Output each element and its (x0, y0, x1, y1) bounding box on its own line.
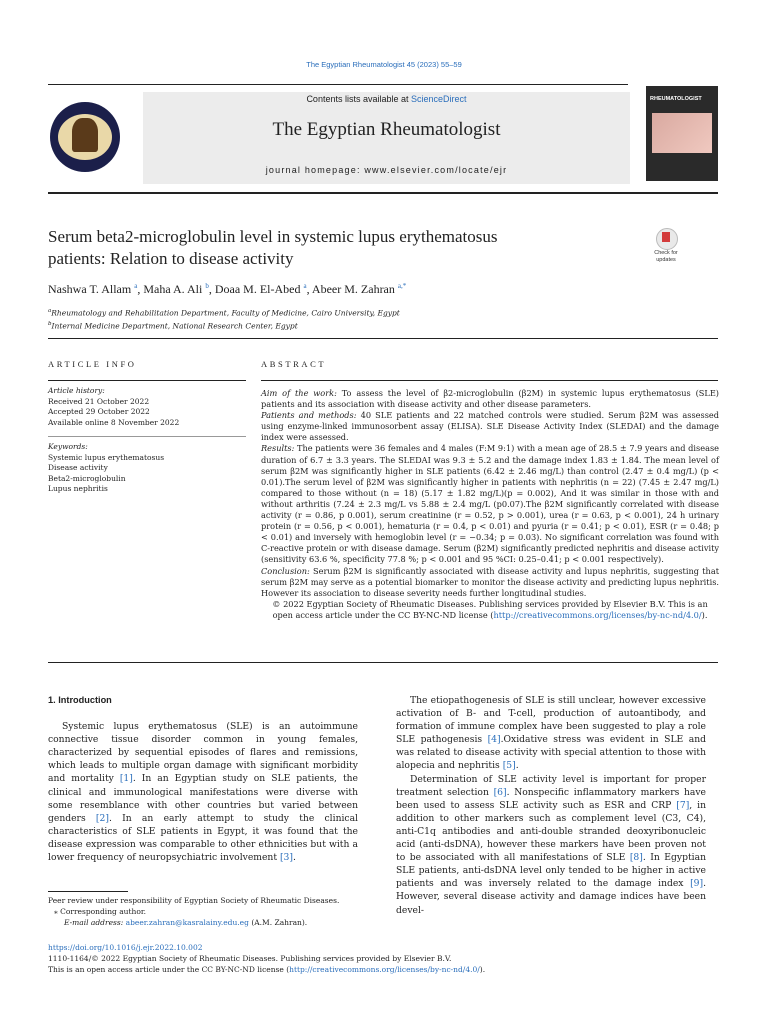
keyword: Beta2-microglobulin (48, 473, 126, 483)
received-date: Received 21 October 2022 (48, 396, 150, 406)
elsevier-logo (50, 102, 120, 172)
abstract-bottom-rule (48, 662, 718, 663)
author-list: Nashwa T. Allam $^a$, Maha A. Ali $^b$, Doaa M. El-Abed $^a$, Abeer M. Zahran $^{a,*}$ (48, 282, 407, 296)
online-date: Available online 8 November 2022 (48, 417, 180, 427)
doi-link[interactable]: https://doi.org/10.1016/j.ejr.2022.10.002 (48, 943, 203, 952)
author-name[interactable]: Abeer M. Zahran (311, 282, 395, 296)
affiliation-rule (48, 338, 718, 339)
journal-cover-image (646, 86, 718, 181)
check-for-updates-button[interactable]: Check for updates (648, 228, 684, 268)
journal-title: The Egyptian Rheumatologist (272, 119, 501, 140)
abstract-rule (261, 380, 718, 381)
abstract-text: Aim of the work: To assess the level of β2-microglobulin (β2M) in systemic lupus erythematosus (SLE) patients and its association with disease activity and other disease parameters. Patients and methods: 40 SLE patients and 22 matched controls were studied. Serum β2M was assessed using enzyme-linked immunosorbent assay (ELISA). SLE Disease Activity Index (SLEDAI) and the damage index were assessed. Results: The patients were 36 females and 4 males (F:M 9:1) with a mean age of 28.5 ± 7.9 years and disease duration of 6.7 ± 3.3 years. The SLEDAI was 9.3 ± 5.2 and the damage index 1.83 ± 1.84. The mean level of serum β2M was significantly higher in SLE patients (6.42 ± 2.46 mg/L) than control (2.47 ± 0.4 mg/L) (p < 0.01).The serum level of β2M was significantly higher in patients with nephritis (n = 22) (7.45 ± 2.47 mg/L) compared to those without (n = 18) (5.17 ± 1.82 mg/L)(p = 0.002), And it was similar in those with and without arthritis (7.24 ± 2.3 mg/L vs 5.88 ± 2.4 mg/L (p0.07).The β2M significantly correlated with disease activity (r = 0.86, p 0.001), serum creatinine (r = 0.52, p > 0.001), urea (r = 0.63, p < 0.001), 24 h urinary protein (r = 0.56, p < 0.001), hematuria (r = 0.4, p < 0.01) and pyuria (r = 0.41; p < 0.01), ESR (r = 0.48; p < 0.01) and inversely with hemoglobin level (r = −0.34; p = 0.03). No significant correlation was found with C-reactive protein or with disease damage. Serum (β2M) significantly predicted nephritis and disease activity (sensitivity 63.6 %, specificity 77.8 %; p < 0.001 and 95 %CI: 0.25–0.41; p < 0.001 respectively). Conclusion: Serum β2M is significantly associated with disease activity and lupus nephritis, suggesting that serum β2M may serve as a potential biomarker to monitor the disease activity and predicting lupus nephritis. However its association to disease severity needs further longitudinal studies. © 2022 Egyptian Society of Rheumatic Diseases. Publishing services provided by Elsevier B.V. This is an open access article under the CC BY-NC-ND license (http://creativecommons.org/licenses/by-nc-nd/4.0/). (261, 388, 720, 620)
author-name[interactable]: Nashwa T. Allam (48, 282, 132, 296)
info-divider (48, 436, 246, 437)
keywords: Keywords: Systemic lupus erythematosus Disease activity Beta2-microglobulin Lupus nephritis (48, 442, 238, 495)
paragraph: Systemic lupus erythematosus (SLE) is an autoimmune connective tissue disorder common in young females, characterized by sequential episodes of flares and remissions, which leads to multiple organ damage with significant morbidity and mortality [1]. In an Egyptian study on SLE patients, the clinical and immunological manifestations were diverse with some resemblance with other countries but varied between genders [2]. In an early attempt to study the clinical characteristics of SLE patients in Egypt, it was found that the disease expression was comparable to other ethnicities but with a lower frequency of neuropsychiatric involvement [3]. (48, 721, 358, 864)
footnote-rule (48, 891, 128, 892)
article-history: Article history: Received 21 October 2022 Accepted 29 October 2022 Available online 8 November 2022 (48, 386, 238, 428)
body-left-column (48, 694, 358, 864)
cover-artwork (652, 113, 712, 153)
reference-link[interactable]: [3] (279, 852, 293, 864)
contents-available: Contents lists available at ScienceDirect (306, 94, 467, 104)
keyword: Systemic lupus erythematosus (48, 452, 165, 462)
reference-link[interactable]: [6] (493, 786, 507, 798)
reference-link[interactable]: [2] (95, 812, 109, 824)
paragraph: The etiopathogenesis of SLE is still unclear, however excessive activation of B- and T-cell, production of autoantibody, and formation of immune complex have been suggested to play a role SLE pathogenesis [4].Oxidative stress was evident in SLE and was related to disease activity with special attention to those with alopecia and nephritis [5]. (396, 695, 707, 772)
affiliation: $^b$Internal Medicine Department, National Research Center, Egypt (48, 320, 298, 330)
reference-link[interactable]: [7] (676, 799, 690, 811)
logo-tree-icon (72, 118, 98, 152)
affiliation: $^a$Rheumatology and Rehabilitation Department, Faculty of Medicine, Cairo University, Egypt (48, 308, 400, 318)
sciencedirect-link[interactable]: ScienceDirect (411, 94, 467, 104)
keyword: Lupus nephritis (48, 484, 108, 493)
reference-link[interactable]: [8] (629, 852, 643, 864)
reference-link[interactable]: [4] (487, 734, 501, 746)
section-heading: 1. Introduction (48, 695, 112, 705)
body-right-column (396, 694, 706, 917)
article-title: Serum beta2-microglobulin level in systemic lupus erythematosus patients: Relation to disease activity (48, 227, 498, 268)
abstract-heading: ABSTRACT (261, 359, 327, 369)
author-email-link[interactable]: abeer.zahran@kasralainy.edu.eg (125, 918, 249, 927)
issn-line: 1110-1164/© 2022 Egyptian Society of Rheumatic Diseases. Publishing services provided by Elsevier B.V. (48, 954, 452, 963)
license-link[interactable]: http://creativecommons.org/licenses/by-nc-nd/4.0/ (493, 609, 702, 620)
journal-citation[interactable]: The Egyptian Rheumatologist 45 (2023) 55–59 (306, 60, 462, 69)
article-info-heading: ARTICLE INFO (48, 359, 137, 369)
copyright-notice: © 2022 Egyptian Society of Rheumatic Diseases. Publishing services provided by Elsevier B.V. This is an open access article under the CC BY-NC-ND license (http://creativecommons.org/licenses/by-nc-nd/4.0/). (272, 598, 708, 620)
author-name[interactable]: Maha A. Ali (143, 282, 203, 296)
accepted-date: Accepted 29 October 2022 (48, 407, 150, 416)
article-info-rule (48, 380, 246, 381)
masthead-rule (48, 192, 718, 194)
footnotes: Peer review under responsibility of Egyptian Society of Rheumatic Diseases. ⁎ Corresponding author. E-mail address: abeer.zahran@kasralainy.edu.eg (A.M. Zahran). (48, 896, 340, 927)
license-footer-link[interactable]: http://creativecommons.org/licenses/by-nc-nd/4.0/ (289, 965, 480, 974)
journal-homepage: journal homepage: www.elsevier.com/locate/ejr (265, 165, 508, 175)
keyword: Disease activity (48, 463, 108, 472)
paragraph: Determination of SLE activity level is important for proper treatment selection [6]. Nonspecific inflammatory markers have been used to assess SLE activity such as ESR and CRP [7], in addition to other markers such as complement level (C3, C4), anti-C1q antibodies and anti-double stranded deoxyribonucleic acid (anti-dsDNA), however these markers have been proven not to be associated with all manifestations of SLE [8]. In Egyptian SLE patients, anti-dsDNA level only tended to be higher in active patients and was inversely related to the damage index [9]. However, several disease activity and damage indices have been devel- (396, 773, 706, 916)
affiliations (48, 306, 400, 331)
reference-link[interactable]: [1] (119, 773, 133, 785)
header-rule (48, 84, 628, 85)
article-meta-footer: https://doi.org/10.1016/j.ejr.2022.10.002 1110-1164/© 2022 Egyptian Society of Rheumatic Diseases. Publishing services provided by Elsevier B.V. This is an open access article under the CC BY-NC-ND license (http://creativecommons.org/licenses/by-nc-nd/4.0/). (48, 942, 718, 975)
reference-link[interactable]: [9] (690, 878, 704, 890)
author-name[interactable]: Doaa M. El-Abed (214, 282, 301, 296)
cover-title: RHEUMATOLOGIST (650, 96, 702, 102)
crossmark-flag-icon (662, 232, 670, 242)
reference-link[interactable]: [5] (502, 760, 516, 772)
